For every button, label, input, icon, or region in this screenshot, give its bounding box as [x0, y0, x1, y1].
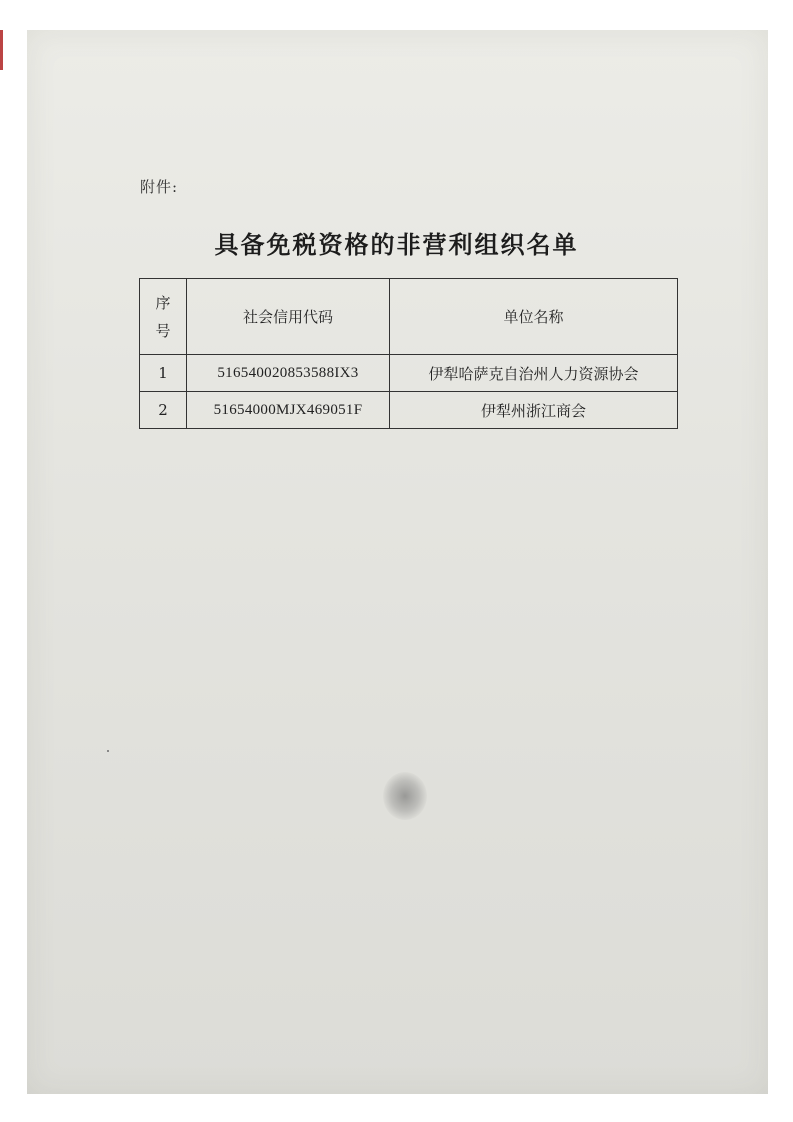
header-credit-code: 社会信用代码	[187, 279, 390, 355]
row-credit-code: 516540020853588IX3	[187, 355, 390, 392]
paper-smudge	[383, 772, 427, 820]
row-seq: 2	[140, 392, 187, 429]
paper-sheet	[27, 30, 768, 1094]
row-seq: 1	[140, 355, 187, 392]
document-title: 具备免税资格的非营利组织名单	[214, 230, 579, 259]
header-seq-char-1: 序	[155, 293, 171, 312]
header-seq	[140, 279, 187, 355]
row-organization-name: 伊犁州浙江商会	[390, 392, 678, 429]
header-seq-char-2: 号	[155, 321, 171, 340]
table-header-row	[140, 279, 678, 355]
header-organization-name: 单位名称	[390, 279, 678, 355]
table-row	[140, 392, 678, 429]
row-credit-code: 51654000MJX469051F	[187, 392, 390, 429]
table-row	[140, 355, 678, 392]
paper-speck	[107, 750, 109, 752]
organization-table	[139, 278, 678, 429]
row-organization-name: 伊犁哈萨克自治州人力资源协会	[390, 355, 678, 392]
attachment-label: 附件:	[140, 178, 179, 196]
page-edge-mark	[0, 30, 3, 70]
